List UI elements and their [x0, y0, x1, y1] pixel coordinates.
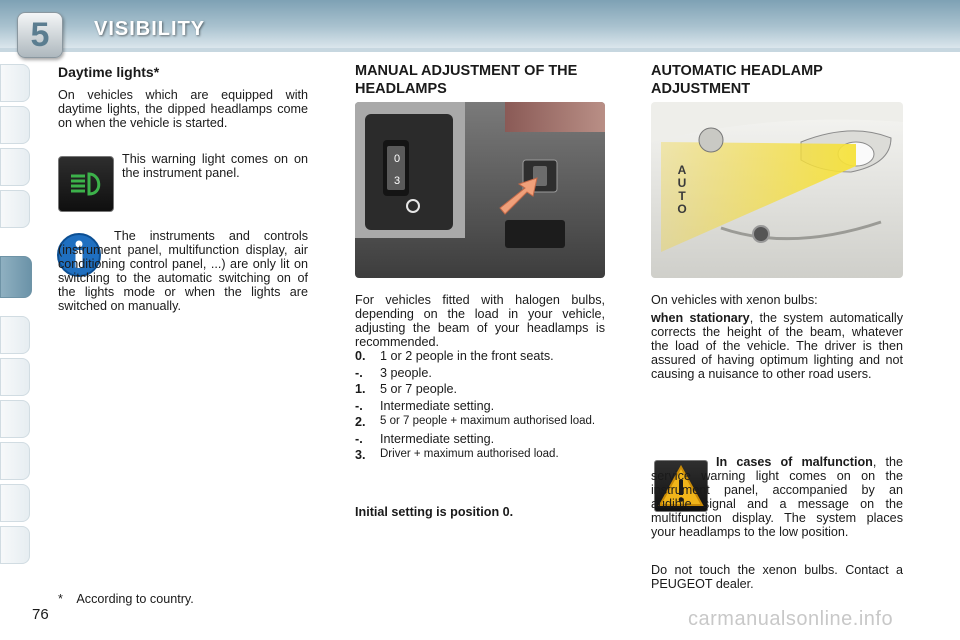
position-item: 1. 5 or 7 people.	[355, 382, 458, 396]
warning-light-text: This warning light comes on on the instrument panel.	[122, 152, 308, 180]
position-item: 0. 1 or 2 people in the front seats.	[355, 349, 554, 363]
chapter-tab[interactable]	[0, 148, 30, 186]
watermark: carmanualsonline.info	[688, 608, 894, 630]
daytime-lights-heading: Daytime lights*	[58, 64, 160, 80]
stationary-text: , the system automatically corrects the height of the beam, whatever the load of the vehicle. The driver is then assured of having optimum lighting and not causing a nuisance to other road users.	[651, 311, 903, 381]
automatic-headlamp-illustration	[651, 102, 903, 278]
chapter-number: 5	[30, 16, 50, 54]
xenon-intro: On vehicles with xenon bulbs:	[651, 293, 818, 307]
header-divider	[0, 48, 960, 52]
position-list	[355, 349, 605, 465]
stationary-bold: when stationary	[651, 311, 750, 325]
headlamp-warning-light-icon	[58, 156, 114, 212]
chapter-tab[interactable]	[0, 106, 30, 144]
position-item: -. Intermediate setting.	[355, 431, 495, 446]
position-item: -. 3 people.	[355, 365, 432, 380]
chapter-tab[interactable]	[0, 400, 30, 438]
position-item: 3. Driver + maximum authorised load.	[355, 448, 559, 462]
malfunction-text: , the service warning light comes on on the instrument panel, accompanied by an audible signal and a message on the multifunction display. The system places your headlamps to the low position.	[651, 455, 903, 539]
chapter-tab[interactable]	[0, 190, 30, 228]
position-item: 2. 5 or 7 people + maximum authorised load.	[355, 415, 596, 429]
chapter-tab[interactable]	[0, 442, 30, 480]
auto-label: AUTO	[677, 163, 687, 216]
svg-text:0: 0	[394, 153, 401, 165]
initial-setting-note: Initial setting is position 0.	[355, 505, 514, 519]
chapter-tab[interactable]	[0, 316, 30, 354]
svg-text:3: 3	[394, 175, 401, 187]
malfunction-bold: In cases of malfunction	[716, 455, 873, 469]
manual-adjustment-intro: For vehicles fitted with halogen bulbs, depending on the load in your vehicle, adjusting the beam of your headlamps is recommended.	[355, 293, 605, 349]
chapter-tab[interactable]	[0, 358, 30, 396]
chapter-tabs	[0, 64, 30, 574]
manual-adjuster-illustration	[355, 102, 605, 278]
chapter-badge	[17, 12, 63, 58]
position-item: -. Intermediate setting.	[355, 398, 495, 413]
footnote-mark: *	[58, 592, 63, 606]
automatic-adjustment-heading: AUTOMATIC HEADLAMP ADJUSTMENT	[651, 63, 823, 97]
manual-adjustment-heading: MANUAL ADJUSTMENT OF THE HEADLAMPS	[355, 63, 578, 97]
page-number: 76	[32, 606, 49, 623]
stationary-paragraph	[651, 311, 903, 381]
chapter-tab[interactable]	[0, 526, 30, 564]
daytime-lights-intro: On vehicles which are equipped with daytime lights, the dipped headlamps come on when the vehicle is started.	[58, 88, 308, 130]
chapter-tab-active[interactable]	[0, 256, 32, 298]
info-text: The instruments and controls (instrument panel, multifunction display, air conditioning control panel, ...) are only lit on switching to the automatic switching on of the lights mode or when the lights are switched on manually.	[58, 229, 308, 313]
malfunction-paragraph	[651, 455, 903, 539]
page-title: VISIBILITY	[94, 18, 206, 40]
bulbs-warning: Do not touch the xenon bulbs. Contact a PEUGEOT dealer.	[651, 563, 903, 591]
chapter-tab[interactable]	[0, 64, 30, 102]
footnote-text: According to country.	[76, 592, 194, 606]
footnote	[58, 592, 194, 606]
chapter-tab[interactable]	[0, 484, 30, 522]
